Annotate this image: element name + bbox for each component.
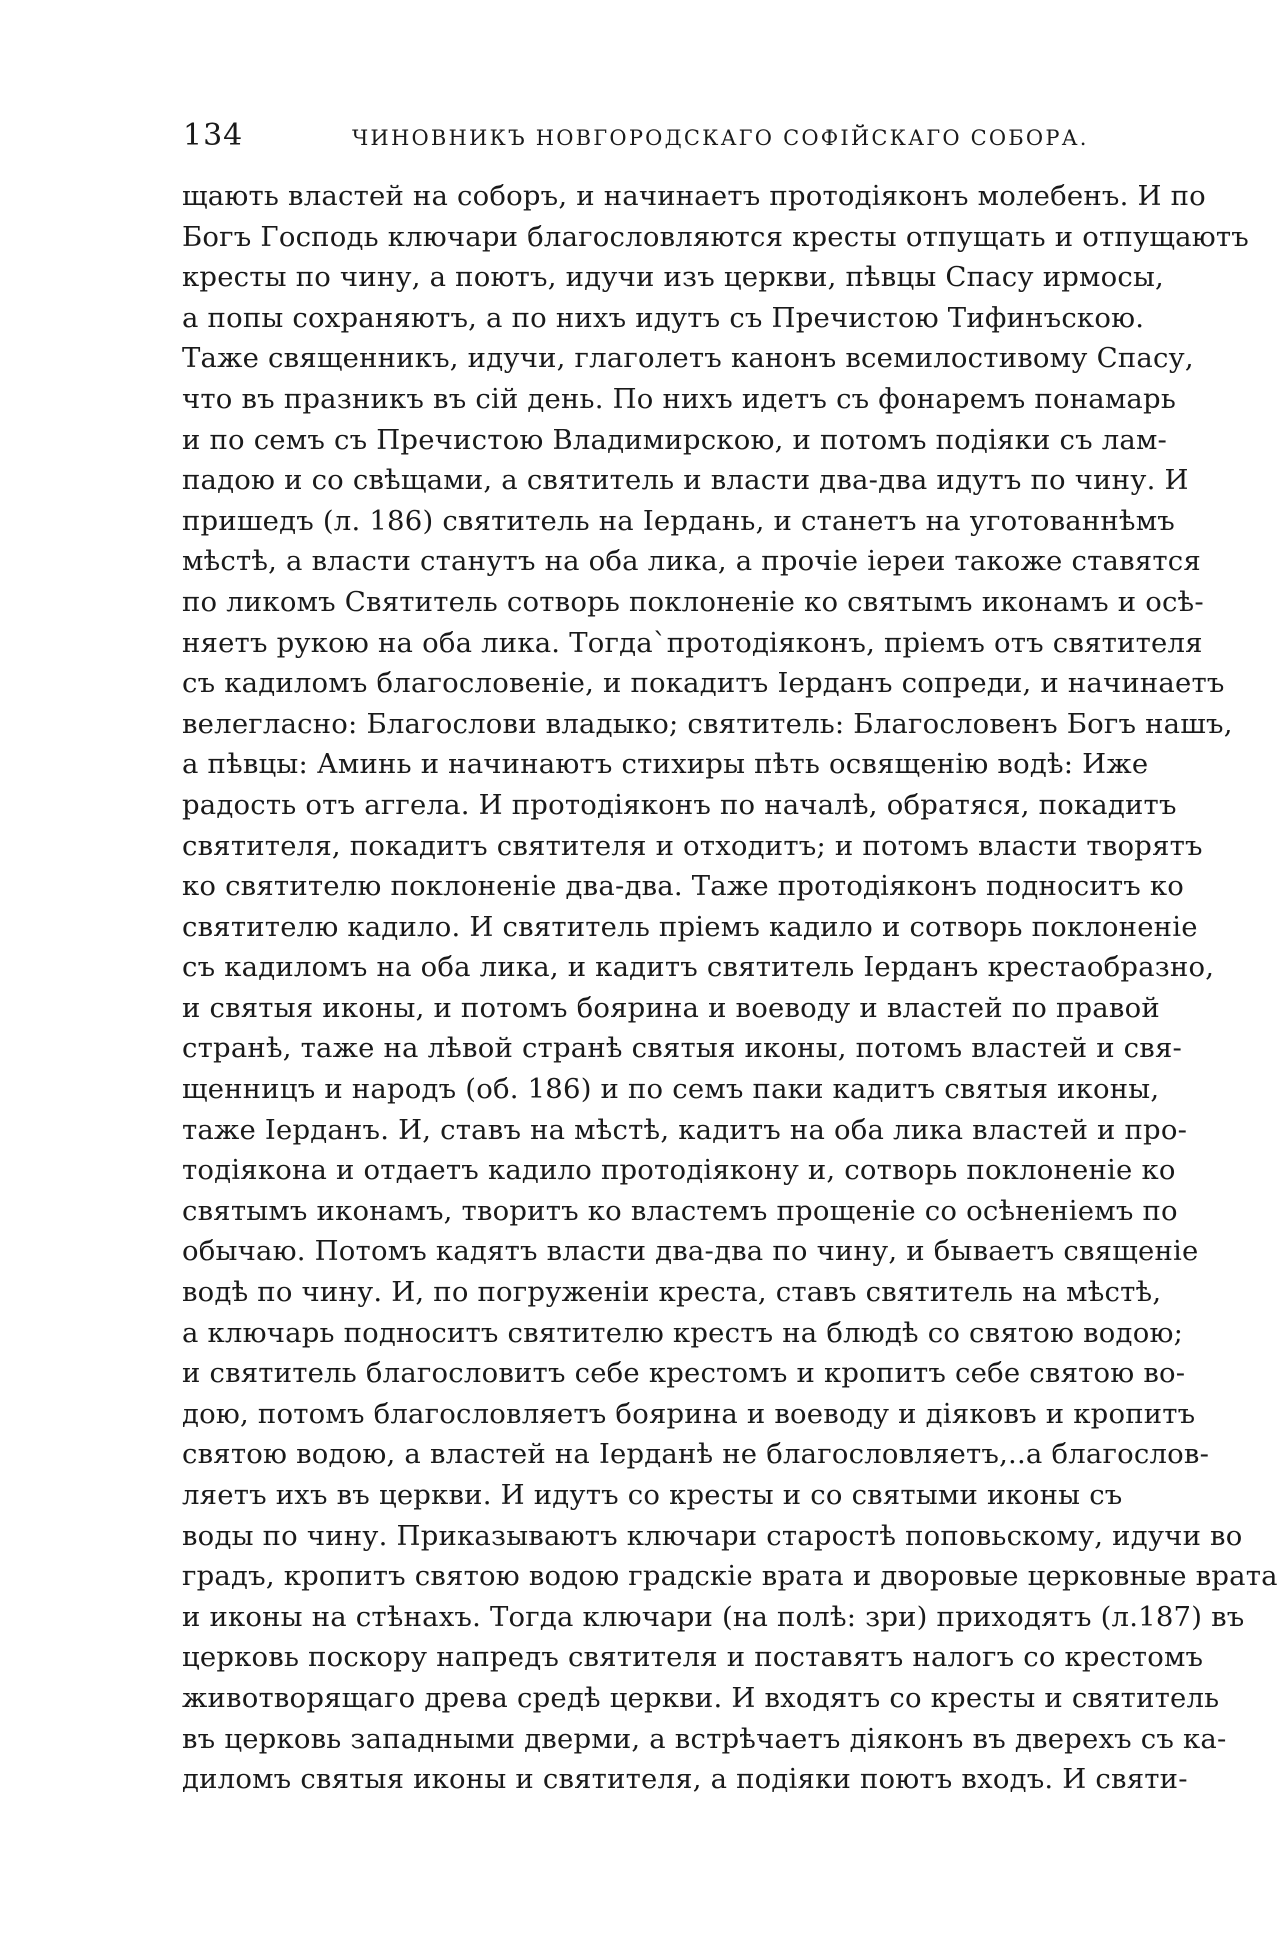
text-line: велегласно: Благослови владыко; святитель: Благословенъ Богъ нашъ,: [182, 707, 1233, 740]
text-line: обычаю. Потомъ кадятъ власти два-два по чину, и бываетъ священіе: [182, 1235, 1199, 1268]
text-line: церковь поскору напредъ святителя и поставятъ налогъ со крестомъ: [182, 1641, 1204, 1674]
page-header: [0, 112, 1140, 162]
text-line: воды по чину. Приказываютъ ключари старостѣ поповьскому, идучи во: [182, 1519, 1243, 1552]
text-line: Таже священникъ, идучи, глаголетъ канонъ всемилостивому Спасу,: [182, 342, 1194, 375]
text-line: градъ, кропитъ святою водою градскіе врата и дворовые церковные врата: [182, 1560, 1278, 1593]
text-line: таже Іерданъ. И, ставъ на мѣстѣ, кадитъ на оба лика властей и про-: [182, 1113, 1188, 1146]
text-line: дою, потомъ благословляетъ боярина и воеводу и діяковъ и кропитъ: [182, 1397, 1196, 1430]
text-line: и иконы на стѣнахъ. Тогда ключари (на полѣ: зри) приходятъ (л.187) въ: [182, 1600, 1245, 1633]
text-line: святителю кадило. И святитель пріемъ кадило и сотворь поклоненіе: [182, 910, 1198, 943]
text-line: диломъ святыя иконы и святителя, а подіяки поютъ входъ. И святи-: [182, 1763, 1188, 1796]
text-line: падою и со свѣщами, а святитель и власти два-два идутъ по чину. И: [182, 464, 1189, 497]
text-line: ляетъ ихъ въ церкви. И идутъ со кресты и со святыми иконы съ: [182, 1479, 1123, 1511]
text-line: святою водою, а властей на Іерданѣ не благословляетъ,..а благослов-: [182, 1438, 1210, 1471]
text-line: Богъ Господь ключари благословляются кресты отпущать и отпущаютъ: [182, 220, 1249, 253]
text-line: по ликомъ Святитель сотворь поклоненіе ко святымъ иконамъ и осѣ-: [182, 585, 1204, 618]
text-line: радость отъ аггела. И протодіяконъ по началѣ, обратяся, покадитъ: [182, 788, 1177, 821]
text-line: пришедъ (л. 186) святитель на Іердань, и станетъ на уготованнѣмъ: [182, 504, 1175, 537]
text-line: животворящаго древа средѣ церкви. И входятъ со кресты и святитель: [182, 1681, 1220, 1714]
text-line: кресты по чину, а поютъ, идучи изъ церкви, пѣвцы Спасу ирмосы,: [182, 261, 1165, 294]
text-line: и по семъ съ Пречистою Владимирскою, и потомъ подіяки съ лам-: [182, 423, 1168, 456]
text-line: а пѣвцы: Аминь и начинаютъ стихиры пѣть освященію водѣ: Иже: [182, 748, 1149, 781]
text-line: а ключарь подноситъ святителю крестъ на блюдѣ со святою водою;: [182, 1316, 1184, 1349]
text-line: святителя, покадитъ святителя и отходитъ; и потомъ власти творятъ: [182, 829, 1203, 862]
text-line: съ кадиломъ благословеніе, и покадитъ Іерданъ сопреди, и начинаетъ: [182, 667, 1225, 700]
page-number: 134: [183, 118, 244, 153]
text-line: щають властей на соборъ, и начинаетъ протодіяконъ молебенъ. И по: [182, 180, 1206, 212]
text-line: мѣстѣ, а власти станутъ на оба лика, а прочіе іереи такоже ставятся: [182, 545, 1201, 578]
text-line: что въ празникъ въ сій день. По нихъ идетъ съ фонаремъ понамарь: [182, 382, 1176, 415]
text-line: щенницъ и народъ (об. 186) и по семъ паки кадитъ святыя иконы,: [182, 1073, 1160, 1106]
text-line: странѣ, таже на лѣвой странѣ святыя иконы, потомъ властей и свя-: [182, 1032, 1183, 1065]
text-line: водѣ по чину. И, по погруженіи креста, ставъ святитель на мѣстѣ,: [182, 1276, 1162, 1309]
text-line: святымъ иконамъ, творитъ ко властемъ прощеніе со осѣненіемъ по: [182, 1194, 1178, 1227]
text-line: и святыя иконы, и потомъ боярина и воеводу и властей по правой: [182, 991, 1160, 1024]
body-text: [182, 176, 1278, 1800]
text-line: съ кадиломъ на оба лика, и кадитъ святитель Іерданъ крестаобразно,: [182, 951, 1215, 984]
text-line: ко святителю поклоненіе два-два. Таже протодіяконъ подноситъ ко: [182, 870, 1185, 903]
text-line: въ церковь западными дверми, а встрѣчаетъ діяконъ въ дверехъ съ ка-: [182, 1722, 1227, 1755]
text-line: и святитель благословитъ себе крестомъ и кропитъ себе святою во-: [182, 1357, 1186, 1390]
text-line: а попы сохраняютъ, а по нихъ идутъ съ Пречистою Тифинъскою.: [182, 301, 1145, 334]
text-line: няетъ рукою на оба лика. Тогда`протодіяконъ, пріемъ отъ святителя: [182, 626, 1203, 659]
text-line: тодіякона и отдаетъ кадило протодіякону и, сотворь поклоненіе ко: [182, 1154, 1176, 1187]
running-title: ЧИНОВНИКЪ НОВГОРОДСКАГО СОФІЙСКАГО СОБОРА.: [352, 126, 1089, 150]
